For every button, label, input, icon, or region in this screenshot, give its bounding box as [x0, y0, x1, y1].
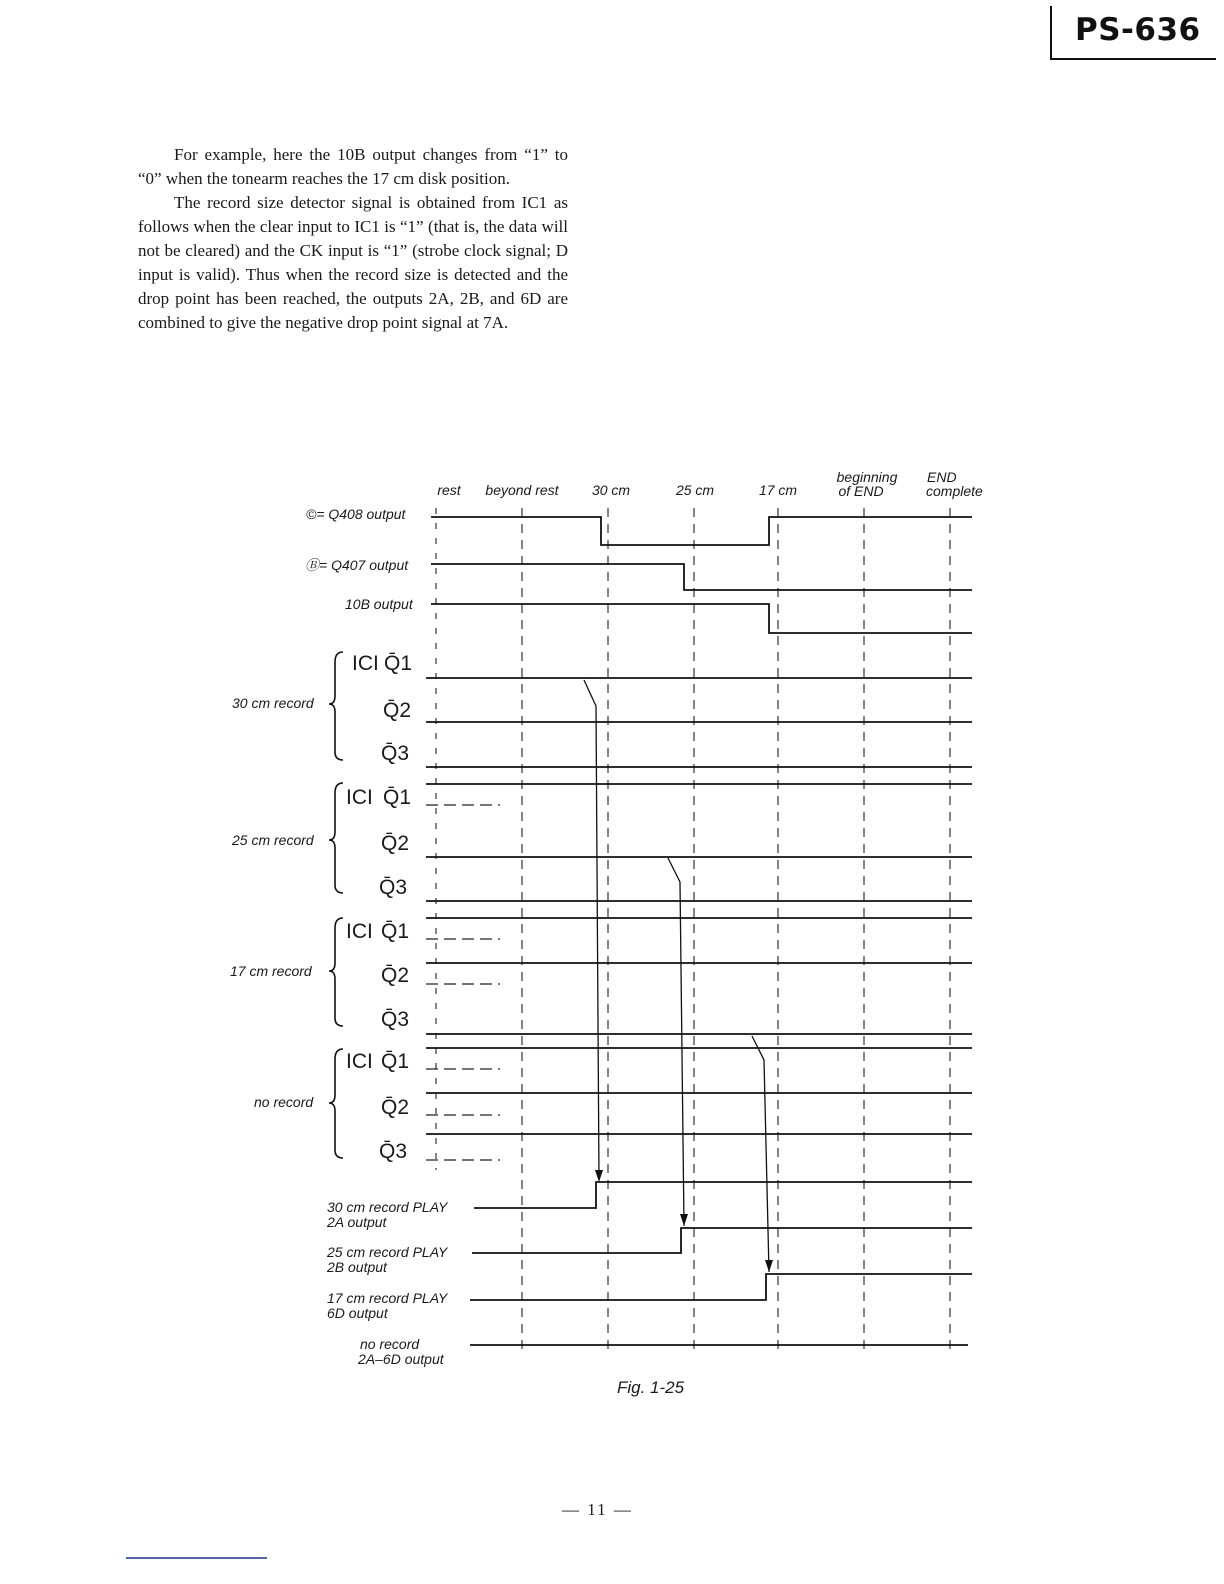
arrowhead-17cm — [765, 1260, 773, 1272]
label-10b: 10B output — [345, 596, 413, 612]
brace-30cm — [329, 652, 343, 760]
pos-beyond-rest: beyond rest — [485, 482, 559, 498]
model-number: PS-636 — [1075, 12, 1201, 48]
brace-17cm — [329, 918, 343, 1026]
label-q408: ©= Q408 output — [306, 506, 406, 522]
arrow-25cm — [668, 858, 684, 1226]
q3-label-17: Q̄3 — [381, 1008, 410, 1031]
pos-beginning-of-end: beginning of END — [836, 469, 898, 499]
position-guides — [436, 508, 950, 1350]
label-no-record-output: no record 2A–6D output — [358, 1336, 444, 1367]
q3-label-no: Q̄3 — [379, 1140, 408, 1163]
trace-play17 — [470, 1274, 972, 1300]
label-play17: 17 cm record PLAY 6D output — [327, 1290, 448, 1321]
pos-25cm: 25 cm — [675, 482, 715, 498]
q1-label-17: Q̄1 — [381, 920, 410, 943]
brace-no-record — [329, 1049, 343, 1158]
figure-caption: Fig. 1-25 — [617, 1378, 685, 1397]
pos-30cm: 30 cm — [591, 482, 631, 498]
causal-arrows — [584, 680, 773, 1272]
group-17cm: 17 cm record — [230, 963, 312, 979]
q3-label-30: Q̄3 — [381, 742, 410, 765]
paragraph-1: For example, here the 10B output changes from “1” to “0” when the tonearm reaches the 17 cm disk position. — [138, 145, 568, 188]
group-no-record: no record — [254, 1094, 314, 1110]
q2-label-25: Q̄2 — [381, 832, 410, 855]
arrowhead-25cm — [680, 1214, 688, 1226]
pos-rest: rest — [437, 482, 461, 498]
group-25cm: 25 cm record — [232, 832, 314, 848]
page-number: — 11 — — [562, 1500, 633, 1519]
q2-label-30: Q̄2 — [383, 699, 412, 722]
q2-label-no: Q̄2 — [381, 1096, 410, 1119]
ic1-label-25: ICI — [346, 786, 373, 809]
paragraph-2: The record size detector signal is obtained from IC1 as follows when the clear input to IC1 is “1” (that is, the data will not be cleared) and the CK input is “1” (strobe clock signal; D input is valid). Thus when the record size is detected and the drop point has been reached, the outputs 2A, 2B, and 6D are combined to give the negative drop point signal at 7A. — [138, 193, 568, 332]
trace-play25 — [472, 1228, 972, 1253]
ic1-label-no: ICI — [346, 1050, 373, 1073]
pos-17cm: 17 cm — [758, 482, 798, 498]
arrowhead-30cm — [595, 1170, 603, 1182]
q1-label-no: Q̄1 — [381, 1050, 410, 1073]
q1-label-30: Q̄1 — [384, 652, 413, 675]
label-q407: Ⓑ= Q407 output — [305, 557, 409, 573]
pos-end-complete: END complete — [926, 469, 983, 499]
ic1-label-30: ICI — [352, 652, 379, 675]
group-30cm: 30 cm record — [232, 695, 314, 711]
ic1-label-17: ICI — [346, 920, 373, 943]
q2-label-17: Q̄2 — [381, 964, 410, 987]
arrow-17cm — [752, 1036, 769, 1272]
trace-q408 — [431, 517, 972, 545]
label-play25: 25 cm record PLAY 2B output — [327, 1244, 448, 1275]
trace-10b — [431, 604, 972, 633]
brace-25cm — [329, 783, 343, 893]
q1-label-25: Q̄1 — [383, 786, 412, 809]
q3-label-25: Q̄3 — [379, 876, 408, 899]
arrow-30cm — [584, 680, 599, 1180]
bottom-rule — [126, 1557, 267, 1559]
trace-play30 — [474, 1182, 972, 1208]
trace-q407 — [431, 564, 972, 590]
label-play30: 30 cm record PLAY 2A output — [327, 1199, 448, 1230]
